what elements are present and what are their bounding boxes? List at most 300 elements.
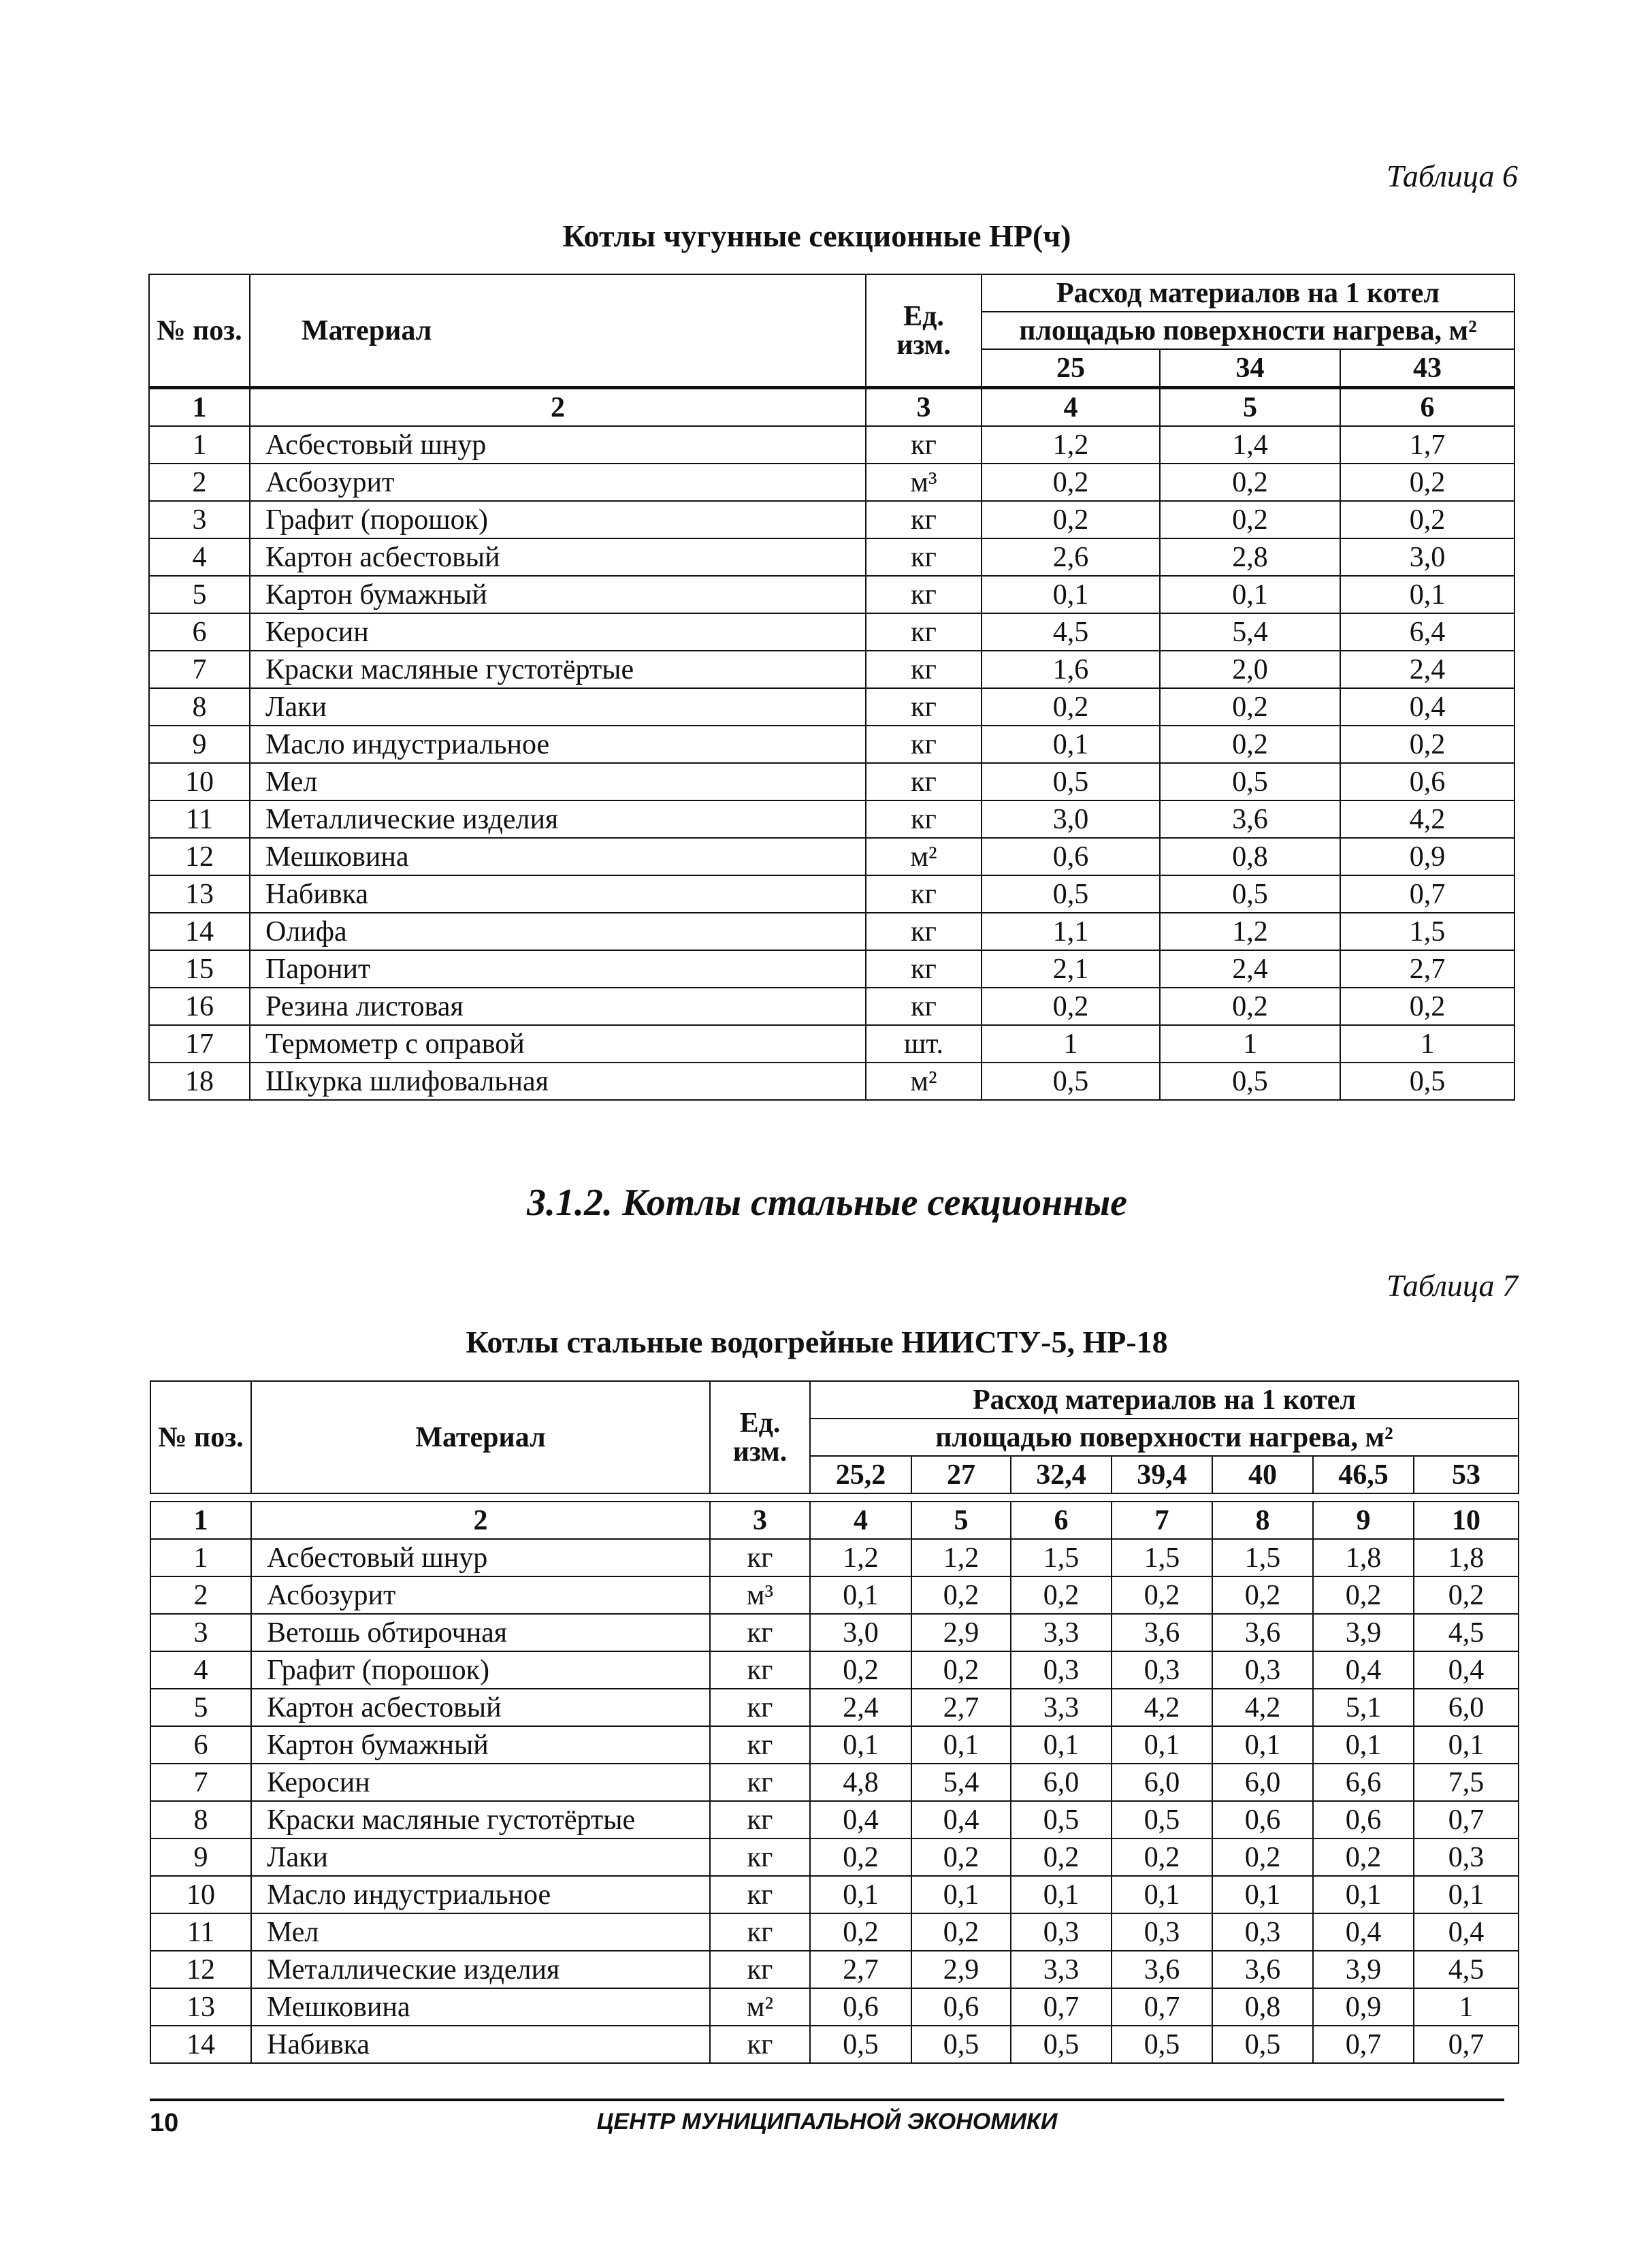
table6-caption: Таблица 6	[1386, 159, 1518, 193]
row-value: 0,8	[1160, 838, 1340, 875]
row-material: Картон бумажный	[251, 1726, 710, 1764]
row-material: Ветошь обтирочная	[251, 1614, 710, 1651]
row-value: 0,2	[911, 1838, 1011, 1876]
row-value: 0,1	[1313, 1876, 1414, 1913]
row-value: 1,4	[1160, 426, 1340, 464]
row-value: 2,6	[982, 538, 1160, 576]
row-value: 3,0	[1340, 538, 1514, 576]
table-row	[149, 988, 1514, 1025]
row-pos: 5	[149, 576, 250, 613]
table6-head-consumption-line1: Расход материалов на 1 котел	[982, 274, 1514, 312]
row-value: 2,7	[1340, 950, 1514, 988]
row-pos: 13	[150, 1988, 251, 2026]
row-material: Картон асбестовый	[251, 1689, 710, 1726]
row-value: 0,3	[1112, 1913, 1212, 1951]
row-pos: 16	[149, 988, 250, 1025]
row-pos: 11	[150, 1913, 251, 1951]
row-value: 1,2	[911, 1539, 1011, 1576]
row-value: 0,1	[810, 1576, 911, 1614]
row-value: 4,5	[1414, 1951, 1519, 1988]
table-row	[149, 464, 1514, 501]
row-material: Масло индустриальное	[251, 1876, 710, 1913]
row-value: 2,4	[1160, 950, 1340, 988]
table6-column-number: 5	[1160, 388, 1340, 427]
row-material: Картон бумажный	[250, 576, 866, 613]
row-unit: кг	[866, 726, 982, 763]
row-value: 2,8	[1160, 538, 1340, 576]
row-value: 1,1	[982, 913, 1160, 950]
row-material: Графит (порошок)	[250, 501, 866, 538]
row-material: Металлические изделия	[250, 800, 866, 838]
row-value: 1,5	[1340, 913, 1514, 950]
table-row	[150, 1988, 1519, 2026]
row-value: 4,2	[1340, 800, 1514, 838]
row-value: 3,3	[1011, 1689, 1112, 1726]
row-value: 3,0	[810, 1614, 911, 1651]
row-value: 2,0	[1160, 651, 1340, 688]
row-value: 0,2	[1340, 988, 1514, 1025]
table6-head-material: Материал	[250, 274, 866, 388]
table7-head-size: 32,4	[1011, 1456, 1112, 1493]
row-material: Асбестовый шнур	[251, 1539, 710, 1576]
table-row	[150, 2026, 1519, 2063]
row-value: 0,5	[911, 2026, 1011, 2063]
table7-column-number: 6	[1011, 1502, 1112, 1539]
row-value: 0,2	[810, 1651, 911, 1689]
row-material: Картон асбестовый	[250, 538, 866, 576]
row-unit: м²	[866, 838, 982, 875]
row-pos: 17	[149, 1025, 250, 1063]
row-unit: кг	[710, 1951, 810, 1988]
row-material: Термометр с оправой	[250, 1025, 866, 1063]
row-value: 2,4	[810, 1689, 911, 1726]
row-value: 0,1	[1212, 1726, 1313, 1764]
row-value: 1,6	[982, 651, 1160, 688]
row-value: 4,2	[1112, 1689, 1212, 1726]
row-value: 3,9	[1313, 1951, 1414, 1988]
row-value: 0,6	[911, 1988, 1011, 2026]
row-value: 0,5	[982, 875, 1160, 913]
row-value: 0,5	[982, 1063, 1160, 1100]
row-value: 0,7	[1112, 1988, 1212, 2026]
row-value: 0,4	[911, 1801, 1011, 1838]
table6-head-size: 34	[1160, 349, 1340, 388]
row-value: 1,7	[1340, 426, 1514, 464]
row-value: 0,5	[1160, 1063, 1340, 1100]
row-pos: 4	[150, 1651, 251, 1689]
row-unit: м²	[866, 1063, 982, 1100]
table-row	[149, 613, 1514, 651]
table-row	[149, 800, 1514, 838]
row-unit: кг	[710, 1539, 810, 1576]
row-value: 1	[1340, 1025, 1514, 1063]
row-value: 6,0	[1011, 1764, 1112, 1801]
row-pos: 7	[150, 1764, 251, 1801]
row-unit: м²	[710, 1988, 810, 2026]
row-value: 1	[982, 1025, 1160, 1063]
row-value: 3,3	[1011, 1614, 1112, 1651]
row-value: 2,7	[810, 1951, 911, 1988]
row-material: Асбестовый шнур	[250, 426, 866, 464]
row-value: 0,2	[1340, 726, 1514, 763]
row-unit: кг	[710, 2026, 810, 2063]
row-material: Паронит	[250, 950, 866, 988]
table-row	[149, 763, 1514, 800]
row-unit: кг	[710, 1614, 810, 1651]
row-value: 0,3	[1011, 1913, 1112, 1951]
table7-head-size: 53	[1414, 1456, 1519, 1493]
row-value: 0,1	[1011, 1726, 1112, 1764]
row-material: Олифа	[250, 913, 866, 950]
row-value: 6,0	[1212, 1764, 1313, 1801]
page-number: 10	[150, 2109, 179, 2137]
row-value: 0,2	[982, 688, 1160, 726]
row-unit: кг	[710, 1651, 810, 1689]
table-row	[150, 1951, 1519, 1988]
row-value: 0,3	[1011, 1651, 1112, 1689]
row-unit: кг	[866, 913, 982, 950]
table7-head-size: 39,4	[1112, 1456, 1212, 1493]
row-value: 6,6	[1313, 1764, 1414, 1801]
row-value: 0,1	[1160, 576, 1340, 613]
row-value: 0,7	[1011, 1988, 1112, 2026]
table-row	[150, 1614, 1519, 1651]
row-value: 0,3	[1212, 1913, 1313, 1951]
row-value: 0,2	[1160, 988, 1340, 1025]
row-unit: кг	[710, 1689, 810, 1726]
row-value: 1,8	[1414, 1539, 1519, 1576]
row-value: 0,7	[1313, 2026, 1414, 2063]
table-row	[150, 1764, 1519, 1801]
table6-column-number: 3	[866, 388, 982, 427]
row-unit: кг	[866, 875, 982, 913]
table7-head-size: 27	[911, 1456, 1011, 1493]
row-value: 0,3	[1414, 1838, 1519, 1876]
row-value: 4,5	[982, 613, 1160, 651]
row-value: 4,8	[810, 1764, 911, 1801]
row-material: Лаки	[251, 1838, 710, 1876]
row-value: 0,4	[1313, 1913, 1414, 1951]
table-row	[149, 1063, 1514, 1100]
row-material: Металлические изделия	[251, 1951, 710, 1988]
table7-head-pos: № поз.	[150, 1381, 251, 1493]
row-material: Масло индустриальное	[250, 726, 866, 763]
row-value: 0,5	[1112, 2026, 1212, 2063]
row-unit: кг	[710, 1876, 810, 1913]
table-row	[149, 913, 1514, 950]
row-material: Краски масляные густотёртые	[251, 1801, 710, 1838]
row-pos: 8	[149, 688, 250, 726]
row-value: 0,5	[1011, 2026, 1112, 2063]
row-pos: 11	[149, 800, 250, 838]
row-unit: м³	[866, 464, 982, 501]
row-value: 0,1	[1414, 1726, 1519, 1764]
table-row	[149, 1025, 1514, 1063]
row-value: 0,2	[1011, 1576, 1112, 1614]
row-value: 0,2	[1313, 1576, 1414, 1614]
row-value: 0,1	[982, 576, 1160, 613]
row-value: 1,5	[1212, 1539, 1313, 1576]
row-unit: кг	[866, 538, 982, 576]
row-value: 0,7	[1340, 875, 1514, 913]
row-value: 0,5	[1340, 1063, 1514, 1100]
row-value: 0,1	[1011, 1876, 1112, 1913]
row-value: 0,2	[911, 1651, 1011, 1689]
row-value: 0,2	[982, 988, 1160, 1025]
table6-column-number: 1	[149, 388, 250, 427]
row-value: 0,5	[810, 2026, 911, 2063]
table7-head-unit: Ед. изм.	[710, 1381, 810, 1493]
row-pos: 8	[150, 1801, 251, 1838]
footer-organization: ЦЕНТР МУНИЦИПАЛЬНОЙ ЭКОНОМИКИ	[596, 2109, 1058, 2135]
row-value: 1,8	[1313, 1539, 1414, 1576]
row-value: 0,7	[1414, 1801, 1519, 1838]
table-row	[149, 576, 1514, 613]
row-value: 6,0	[1112, 1764, 1212, 1801]
row-value: 1	[1160, 1025, 1340, 1063]
row-unit: кг	[866, 950, 982, 988]
table7-title: Котлы стальные водогрейные НИИСТУ-5, НР-18	[466, 1325, 1168, 1359]
row-pos: 7	[149, 651, 250, 688]
table7-column-number: 7	[1112, 1502, 1212, 1539]
row-value: 3,6	[1212, 1614, 1313, 1651]
row-material: Шкурка шлифовальная	[250, 1063, 866, 1100]
table7-column-number: 2	[251, 1502, 710, 1539]
table-row	[149, 651, 1514, 688]
row-unit: кг	[866, 426, 982, 464]
row-value: 0,4	[1414, 1913, 1519, 1951]
row-value: 7,5	[1414, 1764, 1519, 1801]
row-material: Керосин	[250, 613, 866, 651]
row-value: 0,2	[1160, 501, 1340, 538]
row-value: 0,6	[1212, 1801, 1313, 1838]
table6-head-size: 25	[982, 349, 1160, 388]
row-value: 0,5	[1112, 1801, 1212, 1838]
table-row	[150, 1651, 1519, 1689]
row-value: 0,1	[911, 1726, 1011, 1764]
row-value: 0,2	[982, 501, 1160, 538]
row-material: Мел	[250, 763, 866, 800]
row-unit: шт.	[866, 1025, 982, 1063]
row-unit: кг	[710, 1726, 810, 1764]
row-value: 0,2	[1011, 1838, 1112, 1876]
row-value: 0,4	[810, 1801, 911, 1838]
table7-column-number: 5	[911, 1502, 1011, 1539]
row-value: 6,0	[1414, 1689, 1519, 1726]
table-row	[150, 1876, 1519, 1913]
table-row	[149, 726, 1514, 763]
row-value: 0,6	[810, 1988, 911, 2026]
row-value: 0,2	[810, 1913, 911, 1951]
row-value: 5,4	[911, 1764, 1011, 1801]
row-unit: кг	[710, 1838, 810, 1876]
row-value: 0,5	[1160, 875, 1340, 913]
row-value: 0,2	[1112, 1838, 1212, 1876]
row-value: 0,4	[1313, 1651, 1414, 1689]
table6-column-number: 4	[982, 388, 1160, 427]
table6-column-number: 2	[250, 388, 866, 427]
table6-head-consumption-line2: площадью поверхности нагрева, м²	[982, 312, 1514, 349]
row-value: 0,5	[1011, 1801, 1112, 1838]
table-row	[150, 1539, 1519, 1576]
row-value: 2,7	[911, 1689, 1011, 1726]
table-row	[149, 688, 1514, 726]
row-value: 2,9	[911, 1951, 1011, 1988]
row-value: 6,4	[1340, 613, 1514, 651]
row-unit: кг	[710, 1801, 810, 1838]
table-row	[149, 426, 1514, 464]
row-pos: 12	[149, 838, 250, 875]
row-pos: 14	[150, 2026, 251, 2063]
row-value: 4,2	[1212, 1689, 1313, 1726]
row-pos: 2	[150, 1576, 251, 1614]
table7-head-consumption-line1: Расход материалов на 1 котел	[810, 1381, 1519, 1419]
row-value: 0,2	[1160, 688, 1340, 726]
row-value: 3,6	[1112, 1951, 1212, 1988]
table7-column-number: 4	[810, 1502, 911, 1539]
row-value: 0,1	[1414, 1876, 1519, 1913]
row-value: 0,2	[911, 1913, 1011, 1951]
row-value: 0,2	[810, 1838, 911, 1876]
row-value: 0,2	[1313, 1838, 1414, 1876]
row-value: 0,1	[911, 1876, 1011, 1913]
row-pos: 5	[150, 1689, 251, 1726]
row-material: Краски масляные густотёртые	[250, 651, 866, 688]
row-value: 1,2	[810, 1539, 911, 1576]
table-row	[149, 875, 1514, 913]
row-value: 0,3	[1112, 1651, 1212, 1689]
row-material: Асбозурит	[251, 1576, 710, 1614]
row-pos: 3	[150, 1614, 251, 1651]
row-value: 0,7	[1414, 2026, 1519, 2063]
table6-head-unit: Ед. изм.	[866, 274, 982, 388]
row-value: 0,6	[982, 838, 1160, 875]
row-pos: 6	[149, 613, 250, 651]
row-pos: 14	[149, 913, 250, 950]
table-row	[149, 538, 1514, 576]
table-row	[150, 1801, 1519, 1838]
row-value: 2,1	[982, 950, 1160, 988]
table6-head-pos: № поз.	[149, 274, 250, 388]
row-material: Керосин	[251, 1764, 710, 1801]
table7-head-size: 46,5	[1313, 1456, 1414, 1493]
row-value: 0,6	[1340, 763, 1514, 800]
row-value: 4,5	[1414, 1614, 1519, 1651]
row-value: 0,5	[1212, 2026, 1313, 2063]
row-value: 0,1	[1112, 1726, 1212, 1764]
row-material: Мешковина	[251, 1988, 710, 2026]
table7-head-material: Материал	[251, 1381, 710, 1493]
row-material: Графит (порошок)	[251, 1651, 710, 1689]
row-value: 0,1	[982, 726, 1160, 763]
table6-title: Котлы чугунные секционные НР(ч)	[562, 218, 1071, 253]
row-value: 0,2	[1414, 1576, 1519, 1614]
row-value: 0,2	[1340, 464, 1514, 501]
row-value: 0,2	[1212, 1838, 1313, 1876]
row-unit: кг	[866, 576, 982, 613]
row-value: 0,4	[1414, 1651, 1519, 1689]
row-unit: кг	[866, 501, 982, 538]
table-row	[150, 1838, 1519, 1876]
row-value: 0,8	[1212, 1988, 1313, 2026]
row-value: 1,5	[1112, 1539, 1212, 1576]
row-value: 0,6	[1313, 1801, 1414, 1838]
row-value: 0,1	[1212, 1876, 1313, 1913]
row-value: 0,1	[810, 1726, 911, 1764]
row-value: 2,9	[911, 1614, 1011, 1651]
row-value: 0,5	[1160, 763, 1340, 800]
row-unit: кг	[866, 688, 982, 726]
row-pos: 10	[150, 1876, 251, 1913]
row-value: 1	[1414, 1988, 1519, 2026]
row-unit: кг	[866, 613, 982, 651]
row-pos: 1	[149, 426, 250, 464]
row-pos: 4	[149, 538, 250, 576]
row-value: 0,9	[1313, 1988, 1414, 2026]
row-material: Лаки	[250, 688, 866, 726]
row-pos: 2	[149, 464, 250, 501]
row-value: 3,6	[1112, 1614, 1212, 1651]
row-material: Набивка	[251, 2026, 710, 2063]
table-row	[150, 1726, 1519, 1764]
table-row	[149, 838, 1514, 875]
row-value: 0,2	[1160, 726, 1340, 763]
row-value: 3,9	[1313, 1614, 1414, 1651]
row-value: 0,4	[1340, 688, 1514, 726]
footer-rule	[150, 2099, 1504, 2101]
table7-column-number: 9	[1313, 1502, 1414, 1539]
row-value: 0,1	[810, 1876, 911, 1913]
row-value: 1,5	[1011, 1539, 1112, 1576]
row-pos: 15	[149, 950, 250, 988]
row-value: 0,9	[1340, 838, 1514, 875]
table6-column-numbers	[149, 388, 1514, 427]
row-unit: кг	[710, 1764, 810, 1801]
row-value: 0,1	[1112, 1876, 1212, 1913]
row-material: Резина листовая	[250, 988, 866, 1025]
section-heading: 3.1.2. Котлы стальные секционные	[526, 1182, 1128, 1224]
row-value: 5,1	[1313, 1689, 1414, 1726]
table7-caption: Таблица 7	[1386, 1268, 1518, 1303]
row-value: 0,2	[1340, 501, 1514, 538]
row-material: Асбозурит	[250, 464, 866, 501]
row-pos: 9	[150, 1838, 251, 1876]
row-material: Мел	[251, 1913, 710, 1951]
row-value: 3,3	[1011, 1951, 1112, 1988]
table7-head-consumption-line2: площадью поверхности нагрева, м²	[810, 1419, 1519, 1456]
table7-column-number: 10	[1414, 1502, 1519, 1539]
row-value: 0,2	[1160, 464, 1340, 501]
row-pos: 13	[149, 875, 250, 913]
row-value: 0,2	[911, 1576, 1011, 1614]
row-value: 2,4	[1340, 651, 1514, 688]
table7-column-number: 1	[150, 1502, 251, 1539]
row-value: 1,2	[1160, 913, 1340, 950]
row-pos: 6	[150, 1726, 251, 1764]
row-pos: 12	[150, 1951, 251, 1988]
row-value: 3,6	[1160, 800, 1340, 838]
table-row	[149, 950, 1514, 988]
table7-column-number: 8	[1212, 1502, 1313, 1539]
row-value: 0,2	[1212, 1576, 1313, 1614]
table7-column-number: 3	[710, 1502, 810, 1539]
row-value: 0,3	[1212, 1651, 1313, 1689]
table7-head-size: 25,2	[810, 1456, 911, 1493]
table-row	[150, 1913, 1519, 1951]
table6-column-number: 6	[1340, 388, 1514, 427]
row-value: 3,0	[982, 800, 1160, 838]
table7	[150, 1380, 1519, 2064]
